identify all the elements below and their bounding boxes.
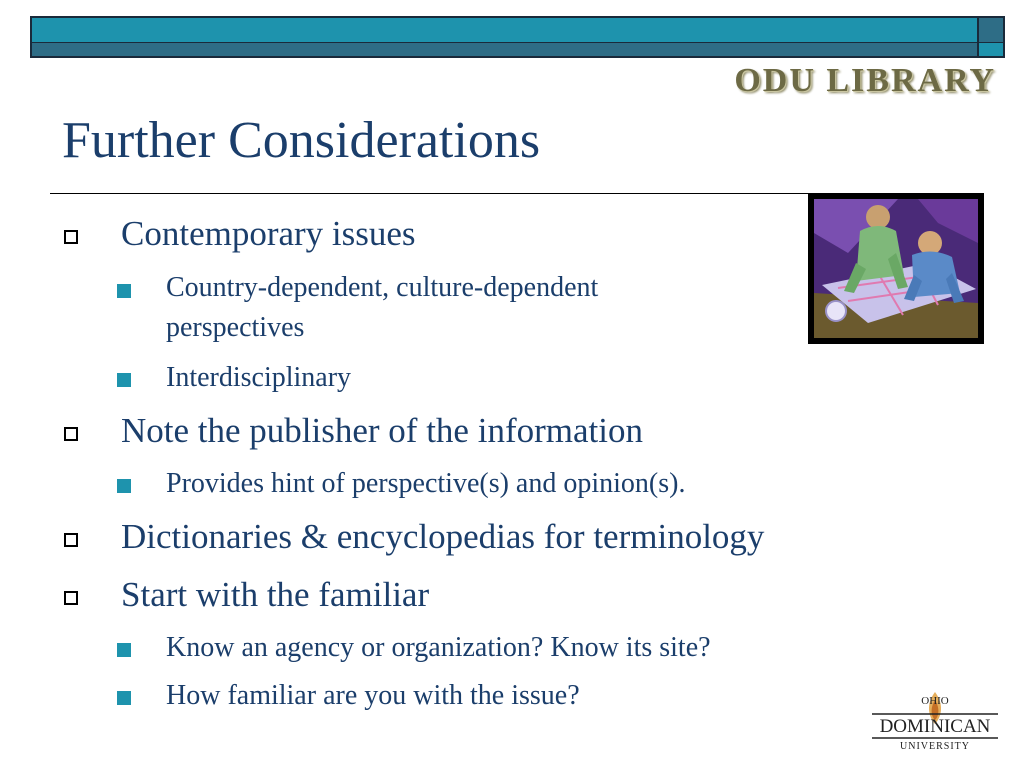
hollow-square-bullet-icon bbox=[64, 427, 78, 441]
filled-square-bullet-icon bbox=[117, 284, 131, 298]
filled-square-bullet-icon bbox=[117, 373, 131, 387]
hollow-square-bullet-icon bbox=[64, 533, 78, 547]
sub-bullet-how-familiar: How familiar are you with the issue? bbox=[166, 680, 580, 711]
hollow-square-bullet-icon bbox=[64, 591, 78, 605]
hollow-square-bullet-icon bbox=[64, 230, 78, 244]
filled-square-bullet-icon bbox=[117, 479, 131, 493]
seal-text-dominican: DOMINICAN bbox=[879, 716, 991, 737]
filled-square-bullet-icon bbox=[117, 643, 131, 657]
bullet-note-publisher: Note the publisher of the information bbox=[121, 411, 643, 450]
sub-bullet-interdisciplinary: Interdisciplinary bbox=[166, 362, 352, 393]
odu-library-logo: ODU LIBRARY bbox=[734, 62, 996, 99]
sub-bullet-provides-hint: Provides hint of perspective(s) and opinion(s). bbox=[166, 468, 686, 499]
bullet-contemporary-issues: Contemporary issues bbox=[121, 214, 416, 253]
seal-text-university: UNIVERSITY bbox=[900, 741, 970, 752]
ohio-dominican-university-logo bbox=[868, 690, 1002, 752]
bullet-dictionaries: Dictionaries & encyclopedias for terminology bbox=[121, 517, 765, 556]
sub-bullet-country-culture: Country-dependent, culture-dependent perspectives bbox=[166, 272, 599, 343]
bullet-start-familiar: Start with the familiar bbox=[121, 575, 430, 614]
filled-square-bullet-icon bbox=[117, 691, 131, 705]
sub-bullet-know-agency: Know an agency or organization? Know its site? bbox=[166, 632, 711, 663]
slide-title: Further Considerations bbox=[62, 112, 541, 169]
seal-text-ohio: OHIO bbox=[921, 695, 949, 707]
